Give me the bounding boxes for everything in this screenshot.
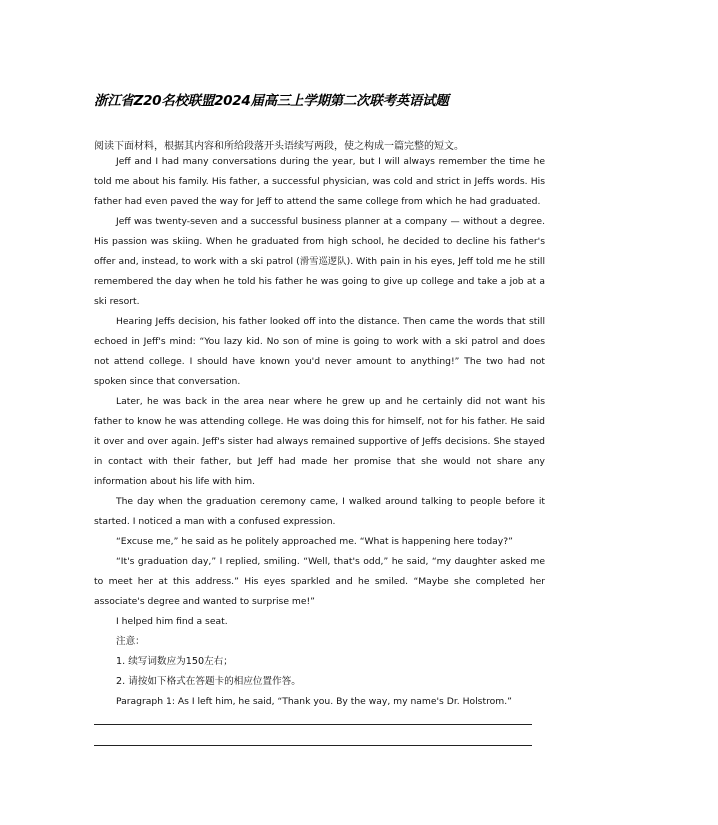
notes-heading: 注意： xyxy=(116,636,145,647)
answer-line[interactable] xyxy=(94,745,532,746)
page-title: 浙江省Z20名校联盟2024届高三上学期第二次联考英语试题 xyxy=(94,93,449,109)
passage-paragraph: “Excuse me,” he said as he politely approached me. “What is happening here today?” xyxy=(116,536,513,547)
task-instruction: 阅读下面材料，根据其内容和所给段落开头语续写两段，使之构成一篇完整的短文。 xyxy=(94,141,464,152)
passage-paragraph: The day when the graduation ceremony came, I walked around talking to people before it started. I noticed a man with a confused expression. xyxy=(94,496,545,527)
passage-paragraph: “It's graduation day,” I replied, smiling. “Well, that's odd,” he said, “my daughter asked me to meet her at this address.” His eyes sparkled and he smiled. “Maybe she completed her associate's degree and wanted to surprise me!” xyxy=(94,556,545,607)
passage-paragraph: I helped him find a seat. xyxy=(116,616,228,627)
passage-paragraph: Later, he was back in the area near where he grew up and he certainly did not want his father to know he was attending college. He was doing this for himself, not for his father. He said it over and over again. Jeff's sister had always remained supportive of Jeffs decisions. She stayed in contact with their father, but Jeff had made her promise that she would not share any information about his life with him. xyxy=(94,396,545,487)
paragraph-1-opening: Paragraph 1: As I left him, he said, “Thank you. By the way, my name's Dr. Holstrom.” xyxy=(116,696,512,707)
reading-passage xyxy=(94,152,545,632)
answer-line[interactable] xyxy=(94,724,532,725)
passage-paragraph: Jeff was twenty-seven and a successful business planner at a company — without a degree. His passion was skiing. When he graduated from high school, he decided to decline his father's offer and, instead, to work with a ski patrol (滑雪巡逻队). With pain in his eyes, Jeff told me he still remembered the day when he told his father he was going to give up college and take a job at a ski resort. xyxy=(94,216,545,307)
passage-paragraph: Hearing Jeffs decision, his father looked off into the distance. Then came the words that still echoed in Jeff's mind: “You lazy kid. No son of mine is going to work with a ski patrol and does not attend college. I should have known you'd never amount to anything!” The two had not spoken since that conversation. xyxy=(94,316,545,387)
passage-paragraph: Jeff and I had many conversations during the year, but I will always remember the time he told me about his family. His father, a successful physician, was cold and strict in Jeffs words. His father had even paved the way for Jeff to attend the same college from which he had graduated. xyxy=(94,156,545,207)
note-item: 2. 请按如下格式在答题卡的相应位置作答。 xyxy=(116,676,301,687)
note-item: 1. 续写词数应为150左右； xyxy=(116,656,233,667)
notes-section xyxy=(116,632,301,692)
